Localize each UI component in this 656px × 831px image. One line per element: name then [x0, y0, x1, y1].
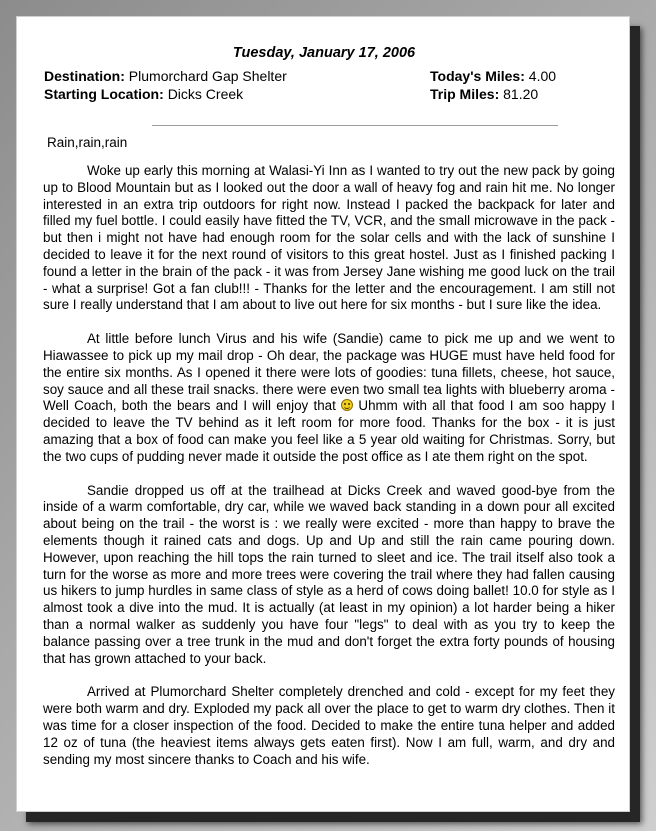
paragraph-3: Sandie dropped us off at the trailhead at Dicks Creek and waved good-bye from the inside of a warm comfortable, dry car, while we waved back standing in a down pour all excited about being on the trail - the worst is : we really were excited - more than happy to brave the elements though it rained cats and dogs. Up and Up and still the rain came pouring down. However, upon reaching the hill tops the rain turned to sleet and ice. The trail itself also took a turn for the worse as more and more trees were covering the trail where they had fallen causing us hikers to jump hurdles in same class of style as a herd of cows doing ballet! 10.0 for style as I almost took a dive into the mud. It is actually (at least in my opinion) a lot harder being a hiker than a normal walker as suddenly you have four "legs" to deal with as you try to keep the balance passing over a tree trunk in the mud and don't forget the extra forty pounds of housing that has grown attached to your back.: [43, 482, 615, 666]
paragraph-2-text-before: At little before lunch Virus and his wife (Sandie) came to pick me up and we went to Hiawassee to pick up my mail drop - Oh dear, the package was HUGE must have held food for the entire six months. As I opened it there were lots of goodies: tuna fillets, cheese, hot sauce, soy sauce and all these trail snacks. there were even two small tea lights with blueberry aroma - Well Coach, both the bears and I will enjoy that: [43, 331, 615, 414]
header-divider: [152, 125, 558, 126]
entry-subtitle: Rain,rain,rain: [47, 135, 128, 150]
starting-location-label: Starting Location: [44, 86, 160, 102]
destination-value: Plumorchard Gap Shelter: [128, 68, 287, 84]
meta-row-destination: [44, 67, 604, 85]
paragraph-2: [43, 331, 615, 465]
meta-row-start: [44, 85, 604, 103]
destination-label: Destination: [44, 68, 121, 84]
journal-page: [16, 16, 630, 812]
destination-field: Destination: Plumorchard Gap Shelter: [44, 68, 287, 84]
entry-date: Tuesday, January 17, 2006: [232, 45, 416, 61]
paragraph-1: Woke up early this morning at Walasi-Yi Inn as I wanted to try out the new pack by going up to Blood Mountain but as I looked out the door a wall of heavy fog and rain hit me. No longer interested in an extra trip outdoors for right now. Instead I packed the backpack for later and filled my fuel bottle. I could easily have fitted the TV, VCR, and the small microwave in the pack - but then i might not have had enough room for the solar cells and with the lack of sunshine I decided to leave it for the next round of visitors to this great hostel. Just as I finished packing I found a letter in the brain of the pack - it was from Jersey Jane wishing me good luck on the trail - what a surprise! Got a fan club!!! - Thanks for the letter and the encouragement. I am still not sure I really understand that I am about to live out here for six months - but I sure like the idea.: [43, 163, 615, 313]
trip-miles-value: 81.20: [503, 86, 539, 102]
starting-location-value: Dicks Creek: [167, 86, 244, 102]
todays-miles-field: Today's Miles: 4.00: [430, 68, 557, 84]
smiley-face-icon: [341, 399, 353, 411]
todays-miles-value: 4.00: [528, 68, 557, 84]
paragraph-2-text-after: Uhmm with all that food I am soo happy I decided to leave the TV behind as it left room for more food. Thanks for the box - it is just amazing that a box of food can make you feel like a 5 year old waiting for Christmas. Sorry, but the two cups of pudding never made it outside the post office as I ate them right on the spot.: [43, 398, 615, 464]
todays-miles-label: Today's Miles: [430, 68, 521, 84]
entry-body: [43, 163, 615, 785]
trip-miles-field: Trip Miles: 81.20: [430, 86, 539, 102]
starting-location-field: Starting Location: Dicks Creek: [44, 86, 244, 102]
trip-miles-label: Trip Miles: [430, 86, 495, 102]
paragraph-4: Arrived at Plumorchard Shelter completely drenched and cold - except for my feet they were both warm and dry. Exploded my pack all over the place to get to warm dry clothes. Then it was time for a closer inspection of the food. Decided to make the entire tuna helper and added 12 oz of tuna (the heaviest items always gets eaten first). Now I am full, warm, and dry and sending my most sincere thanks to Coach and his wife.: [43, 684, 615, 767]
